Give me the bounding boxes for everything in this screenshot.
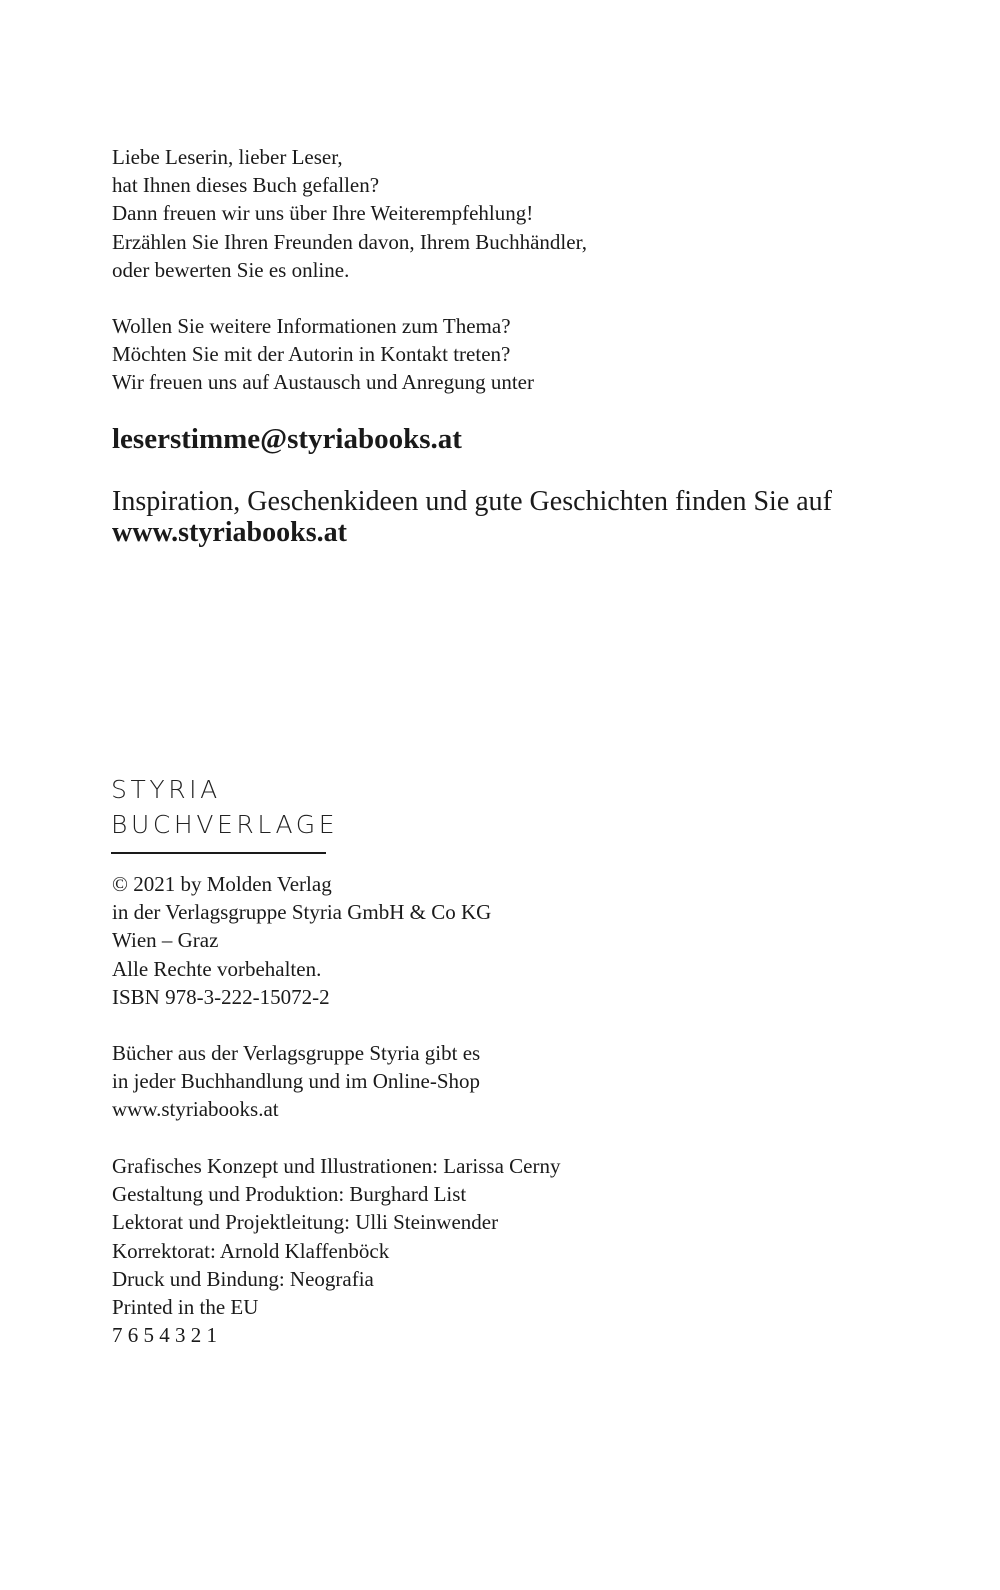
logo-line-buchverlage: BUCHVERLAGE <box>111 810 339 839</box>
credit-line: Druck und Bindung: Neografia <box>112 1266 374 1291</box>
imprint <box>112 870 491 1011</box>
credit-line: Gestaltung und Produktion: Burghard List <box>112 1182 467 1207</box>
greeting-line: Erzählen Sie Ihren Freunden davon, Ihrem Buchhändler, <box>112 229 587 254</box>
inspiration-note <box>112 486 832 548</box>
greeting-line: Dann freuen wir uns über Ihre Weiterempfehlung! <box>112 201 534 226</box>
isbn: ISBN 978-3-222-15072-2 <box>112 984 330 1009</box>
feedback-email[interactable]: leserstimme@styriabooks.at <box>112 423 462 455</box>
greeting-line: hat Ihnen dieses Buch gefallen? <box>112 173 380 198</box>
distribution-line: in jeder Buchhandlung und im Online-Shop <box>112 1069 481 1094</box>
website-link[interactable]: www.styriabooks.at <box>112 517 347 548</box>
question-line: Möchten Sie mit der Autorin in Kontakt treten? <box>112 342 511 367</box>
credit-line: Korrektorat: Arnold Klaffenböck <box>112 1238 390 1263</box>
credit-line: Grafisches Konzept und Illustrationen: Larissa Cerny <box>112 1154 561 1178</box>
question-line: Wollen Sie weitere Informationen zum Thema? <box>112 314 511 338</box>
greeting-line: oder bewerten Sie es online. <box>112 257 350 282</box>
imprint-line: © 2021 by Molden Verlag <box>112 872 332 896</box>
distribution-line: Bücher aus der Verlagsgruppe Styria gibt es <box>112 1041 481 1065</box>
publisher-logo <box>111 772 338 854</box>
credit-line: Printed in the EU <box>112 1295 259 1320</box>
distribution-url[interactable]: www.styriabooks.at <box>112 1097 279 1122</box>
contact-questions <box>112 312 534 397</box>
logo-line-styria: STYRIA <box>111 775 221 804</box>
question-line: Wir freuen uns auf Austausch und Anregung unter <box>112 370 534 395</box>
imprint-line: in der Verlagsgruppe Styria GmbH & Co KG <box>112 900 492 925</box>
reader-greeting <box>112 143 587 284</box>
print-run-numbers: 7 6 5 4 3 2 1 <box>112 1323 217 1348</box>
greeting-line: Liebe Leserin, lieber Leser, <box>112 145 343 169</box>
inspiration-text: Inspiration, Geschenkideen und gute Geschichten finden Sie auf <box>112 486 833 517</box>
credit-line: Lektorat und Projektleitung: Ulli Steinwender <box>112 1210 499 1235</box>
distribution-note <box>112 1039 480 1124</box>
imprint-line: Wien – Graz <box>112 928 219 953</box>
production-credits <box>112 1152 560 1349</box>
logo-underline <box>111 852 326 854</box>
imprint-line: Alle Rechte vorbehalten. <box>112 956 322 981</box>
